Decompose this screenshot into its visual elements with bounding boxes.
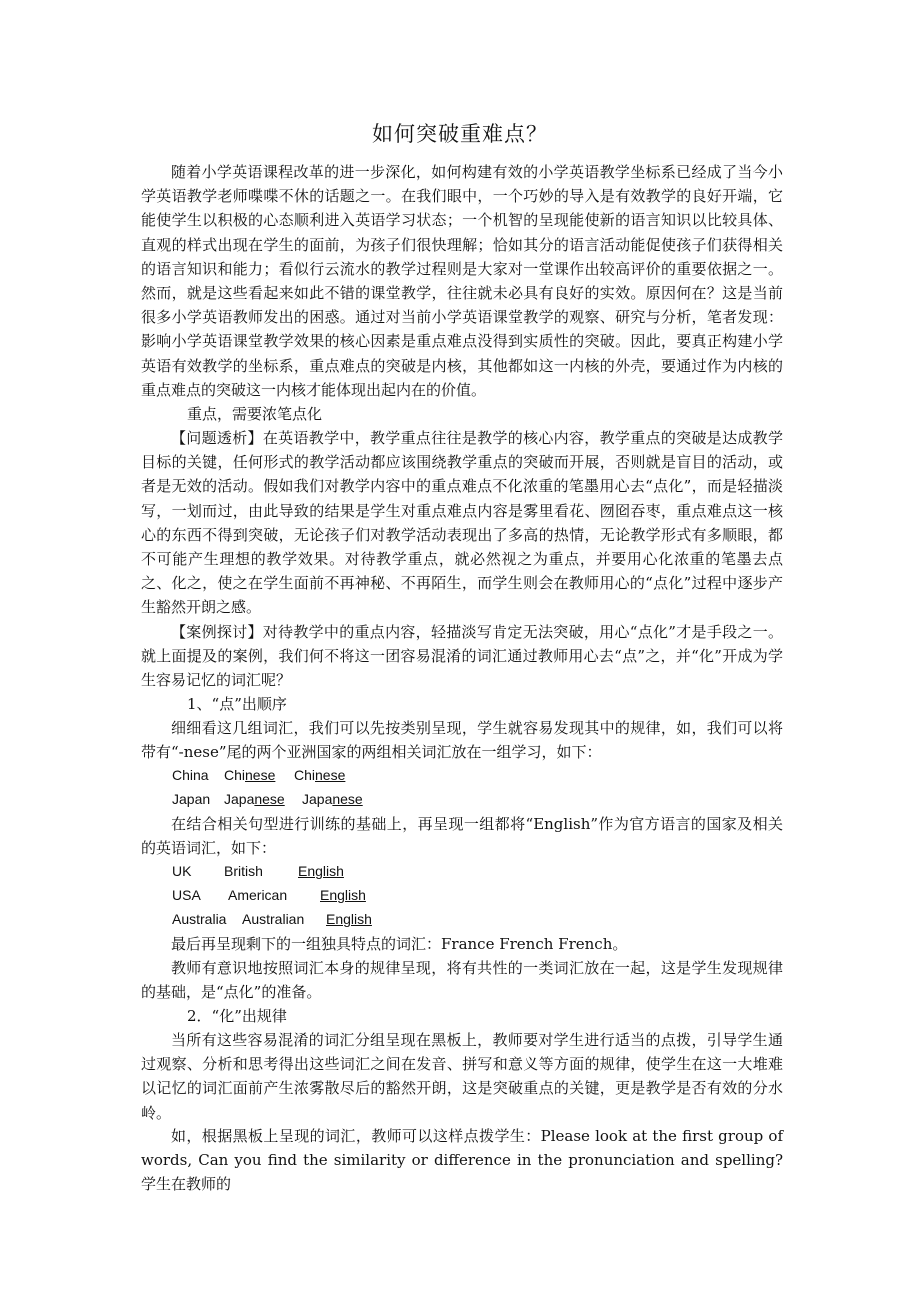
country-word: USA — [172, 887, 201, 903]
final-paragraph: 如，根据黑板上呈现的词汇，教师可以这样点拨学生：Please look at the first group of words, Can you find the similarity or difference in the pronunciation and spelling? 学生在教师的 — [141, 1127, 783, 1194]
country-word: China — [172, 767, 209, 783]
language-word: English — [320, 887, 366, 903]
section-heading: 重点，需要浓笔点化 — [187, 405, 323, 423]
problem-paragraph: 【问题透析】在英语教学中，教学重点往往是教学的核心内容，教学重点的突破是达成教学目标的关键，任何形式的教学活动都应该围绕教学重点的突破而开展，否则就是盲目的活动，或者是无效的活动。假如我们对教学内容中的重点难点不化浓重的笔墨用心去“点化”，而是轻描淡写，一划而过，由此导致的结果是学生对重点难点内容是雾里看花、囫囵吞枣，重点难点这一核心的东西不得到突破，无论孩子们对教学活动表现出了多高的热情，无论教学形式有多顺眼，都不可能产生理想的教学效果。对待教学重点，就必然视之为重点，并要用心化浓重的笔墨去点之、化之，使之在学生面前不再神秘、不再陌生，而学生则会在教师用心的“点化”过程中逐步产生豁然开朗之感。 — [141, 429, 783, 617]
adjective-word: Chinese — [224, 767, 276, 783]
country-word: Japan — [172, 791, 211, 807]
last-group-line: 最后再呈现剩下的一组独具特点的词汇：France French French。 — [171, 935, 628, 953]
language-word: Chinese — [294, 767, 346, 783]
country-word: Australia — [172, 911, 227, 927]
adjective-word: British — [224, 863, 263, 879]
adjective-word: Australian — [242, 911, 305, 927]
step1-conclusion-paragraph: 教师有意识地按照词汇本身的规律呈现，将有共性的一类词汇放在一起，这是学生发现规律的基础，是“点化”的准备。 — [141, 959, 783, 1002]
english-intro-paragraph: 在结合相关句型进行训练的基础上，再呈现一组都将“English”作为官方语言的国家及相关的英语词汇，如下： — [141, 815, 783, 858]
step1-heading: 1、“点”出顺序 — [187, 695, 287, 713]
country-word: UK — [172, 863, 192, 879]
step1-paragraph: 细细看这几组词汇，我们可以先按类别呈现，学生就容易发现其中的规律，如，我们可以将带有“-nese”尾的两个亚洲国家的两组相关词汇放在一组学习，如下： — [141, 719, 783, 762]
language-word: English — [298, 863, 344, 879]
step2-paragraph: 当所有这些容易混淆的词汇分组呈现在黑板上，教师要对学生进行适当的点拨，引导学生通过观察、分析和思考得出这些词汇之间在发音、拼写和意义等方面的规律，使学生在这一大堆难以记忆的词汇面前产生浓雾散尽后的豁然开朗，这是突破重点的关键，更是教学是否有效的分水岭。 — [141, 1031, 783, 1122]
case-paragraph: 【案例探讨】对待教学中的重点内容，轻描淡写肯定无法突破，用心“点化”才是手段之一。就上面提及的案例，我们何不将这一团容易混淆的词汇通过教师用心去“点”之，并“化”开成为学生容易记忆的词汇呢？ — [141, 623, 783, 690]
intro-paragraph: 随着小学英语课程改革的进一步深化，如何构建有效的小学英语教学坐标系已经成了当今小学英语教学老师喋喋不休的话题之一。在我们眼中，一个巧妙的导入是有效教学的良好开端，它能使学生以积极的心态顺利进入英语学习状态；一个机智的呈现能使新的语言知识以比较具体、直观的样式出现在学生的面前，为孩子们很快理解；恰如其分的语言活动能促使孩子们获得相关的语言知识和能力；看似行云流水的教学过程则是大家对一堂课作出较高评价的重要依据之一。然而，就是这些看起来如此不错的课堂教学，往往就未必具有良好的实效。原因何在？这是当前很多小学英语教师发出的困惑。通过对当前小学英语课堂教学的观察、研究与分析，笔者发现：影响小学英语课堂教学效果的核心因素是重点难点没得到实质性的突破。因此，要真正构建小学英语有效教学的坐标系，重点难点的突破是内核，其他都如这一内核的外壳，要通过作为内核的重点难点的突破这一内核才能体现出起内在的价值。 — [141, 163, 783, 399]
language-word: Japanese — [302, 791, 363, 807]
step2-heading: 2．“化”出规律 — [187, 1007, 287, 1025]
document-title: 如何突破重难点？ — [372, 122, 548, 146]
adjective-word: American — [228, 887, 288, 903]
adjective-word: Japanese — [224, 791, 285, 807]
language-word: English — [326, 911, 372, 927]
